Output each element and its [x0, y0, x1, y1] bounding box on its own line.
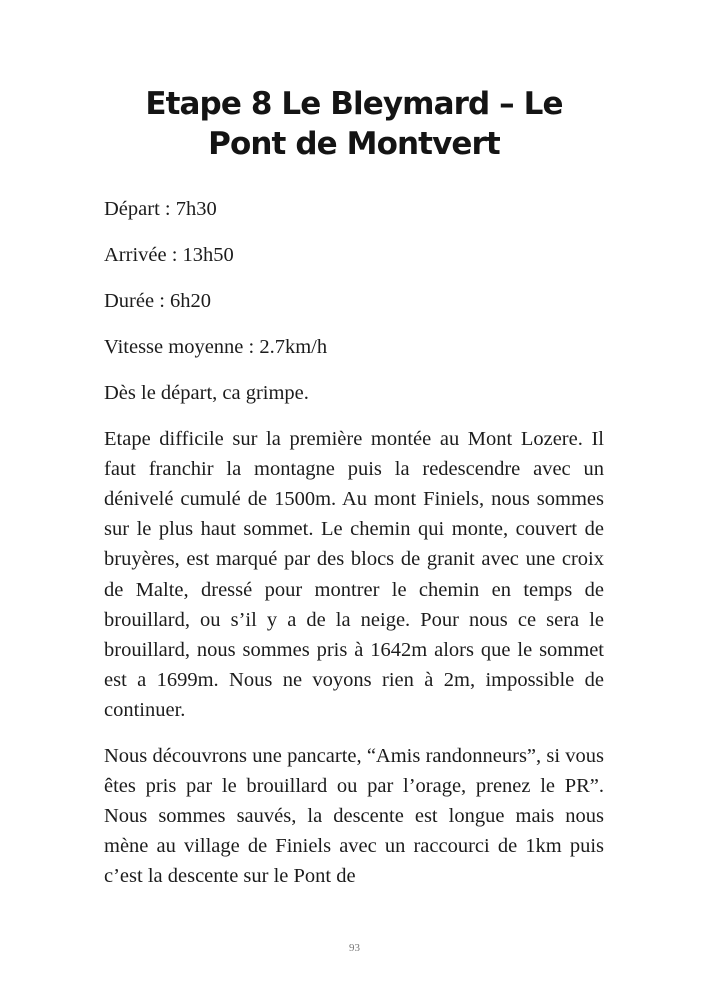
paragraph: Nous découvrons une pancarte, “Amis randonneurs”, si vous êtes pris par le brouillard ou par l’orage, prenez le PR”. Nous sommes sauvés, la descente est longue mais nous mène au village de Finiels avec un raccourci de 1km puis c’est la descente sur le Pont de [104, 745, 604, 888]
page-number: 93 [349, 942, 360, 954]
chapter-title: Etape 8 Le Bleymard – Le Pont de Montvert [145, 86, 563, 162]
paragraph: Dès le départ, ca grimpe. [104, 382, 309, 404]
page-content [104, 84, 604, 892]
duration: Durée : 6h20 [104, 290, 212, 312]
departure-time: Départ : 7h30 [104, 198, 217, 220]
paragraph: Etape difficile sur la première montée au Mont Lozere. Il faut franchir la montagne puis la redescendre avec un dénivelé cumulé de 1500m. Au mont Finiels, nous sommes sur le plus haut sommet. Le chemin qui monte, couvert de bruyères, est marqué par des blocs de granit avec une croix de Malte, dressé pour montrer le chemin en temps de brouillard, ou s’il y a de la neige. Pour nous ce sera le brouillard, nous sommes pris à 1642m alors que le sommet est a 1699m. Nous ne voyons rien à 2m, impossible de continuer. [104, 428, 604, 721]
chapter-body [104, 194, 604, 892]
average-speed: Vitesse moyenne : 2.7km/h [104, 336, 328, 358]
arrival-time: Arrivée : 13h50 [104, 244, 234, 266]
